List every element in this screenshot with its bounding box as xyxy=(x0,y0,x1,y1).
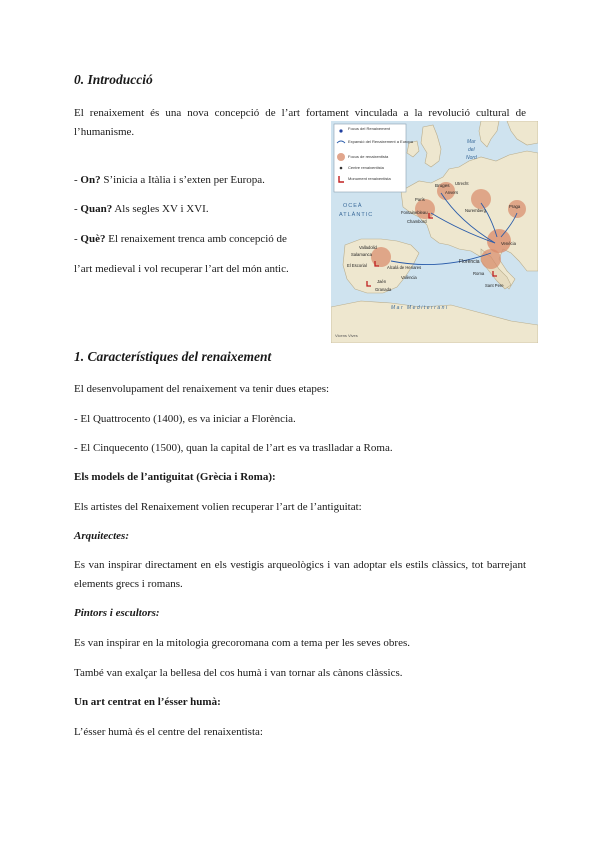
architects-text: Es van inspirar directament en els vestigis arqueològics i van adoptar els estils clàssics, tot barrejant elements grecs i romans. xyxy=(74,559,526,590)
legend-dot-icon xyxy=(339,129,342,132)
legend-item-3: Focus de renaixentista xyxy=(348,154,389,159)
ocean-label-1: OCEÀ xyxy=(343,203,363,209)
on-text: S’inicia a Itàlia i s’exten per Europa. xyxy=(100,174,265,186)
para-quattrocento: - El Quattrocento (1400), es va iniciar a Florència. xyxy=(74,413,296,425)
city-chambord: Chambord xyxy=(407,219,427,224)
city-bruges: Bruges xyxy=(435,183,450,188)
focus-paris xyxy=(415,199,435,219)
legend-focus-icon xyxy=(337,153,345,161)
city-praga: Praga xyxy=(509,204,521,209)
city-valencia: València xyxy=(401,275,417,280)
city-sant-pere: Sant Pere xyxy=(485,283,504,288)
city-roma: Roma xyxy=(473,271,485,276)
para-cinquecento: - El Cinquecento (1500), quan la capital de l’art es va traslladar a Roma. xyxy=(74,442,393,454)
legend-item-4: Centre renaixentista xyxy=(348,165,384,170)
quan-text: Als segles XV i XVI. xyxy=(112,203,209,215)
focus-nuremberg xyxy=(471,189,491,209)
on-label: On? xyxy=(80,174,101,186)
human-heading: Un art centrat en l’ésser humà: xyxy=(74,696,221,708)
quan-label: Quan? xyxy=(80,203,113,215)
city-granada: Granada xyxy=(375,287,392,292)
city-fontainebleau: Fontainebleau xyxy=(401,210,428,215)
human-text: L’ésser humà és el centre del renaixentista: xyxy=(74,726,263,738)
models-heading: Els models de l’antiguitat (Grècia i Roma): xyxy=(74,471,276,483)
painters-text-2: També van exalçar la bellesa del cos humà i van tornar als cànons clàssics. xyxy=(74,667,403,679)
focus-praga xyxy=(508,200,526,218)
sea-north-label-3: Nord xyxy=(466,155,477,161)
ocean-label-2: ATLÀNTIC xyxy=(339,212,374,218)
models-text: Els artistes del Renaixement volien recuperar l’art de l’antiguitat: xyxy=(74,501,362,513)
focus-valladolid xyxy=(371,247,391,267)
quan-line: - Quan? Als segles XV i XVI. xyxy=(74,203,209,215)
city-utrecht: Utrecht xyxy=(455,181,469,186)
city-henares: Alcalá de Henares xyxy=(387,265,422,270)
section-1-title: 1. Característiques del renaixement xyxy=(74,349,272,364)
architects-heading: Arquitectes: xyxy=(74,530,129,542)
legend-item-5: Monument renaixentista xyxy=(348,176,391,181)
city-escorial: El Escorial xyxy=(347,263,367,268)
city-florencia: Florència xyxy=(459,259,480,265)
legend-item-2: Expansió del Renaixement a Europa xyxy=(348,139,413,144)
para-stages: El desenvolupament del renaixement va tenir dues etapes: xyxy=(74,383,330,395)
que-label: Què? xyxy=(80,233,106,245)
mediterranean-label: Mar Mediterrani xyxy=(391,305,449,311)
city-anvers: Anvers xyxy=(445,190,459,195)
sea-north-label-1: Mar xyxy=(467,139,476,145)
que-line: - Què? El renaixement trenca amb concepció de xyxy=(74,233,287,245)
on-line: - On? S’inicia a Itàlia i s’exten per Europa. xyxy=(74,174,265,186)
city-valladolid: Valladolid xyxy=(359,245,377,250)
que-text: El renaixement trenca amb concepció de xyxy=(105,233,287,245)
legend-center-icon xyxy=(340,167,343,170)
sea-north-label-2: del xyxy=(468,147,475,153)
city-jaen: Jaén xyxy=(377,279,387,284)
map-credit: Vicens Vives xyxy=(335,333,358,338)
painters-heading: Pintors i escultors: xyxy=(74,607,160,619)
europe-map-svg xyxy=(331,121,538,343)
que-line-2: l’art medieval i vol recuperar l’art del món antic. xyxy=(74,263,289,275)
city-venecia: Venècia xyxy=(501,241,516,246)
city-salamanca: Salamanca xyxy=(351,252,372,257)
renaissance-map xyxy=(331,121,538,343)
focus-roma xyxy=(481,249,501,269)
legend-item-1: Focus del Renaixement xyxy=(348,126,391,131)
city-paris: París xyxy=(415,197,425,202)
painters-text-1: Es van inspirar en la mitologia grecoromana com a tema per les seves obres. xyxy=(74,637,410,649)
intro-paragraph: El renaixement és una nova concepció de l’art fortament vinculada a la revolució cultural de l’humanisme. xyxy=(74,107,526,138)
section-0-title: 0. Introducció xyxy=(74,72,153,87)
city-nuremberg: Nuremberg xyxy=(465,208,486,213)
